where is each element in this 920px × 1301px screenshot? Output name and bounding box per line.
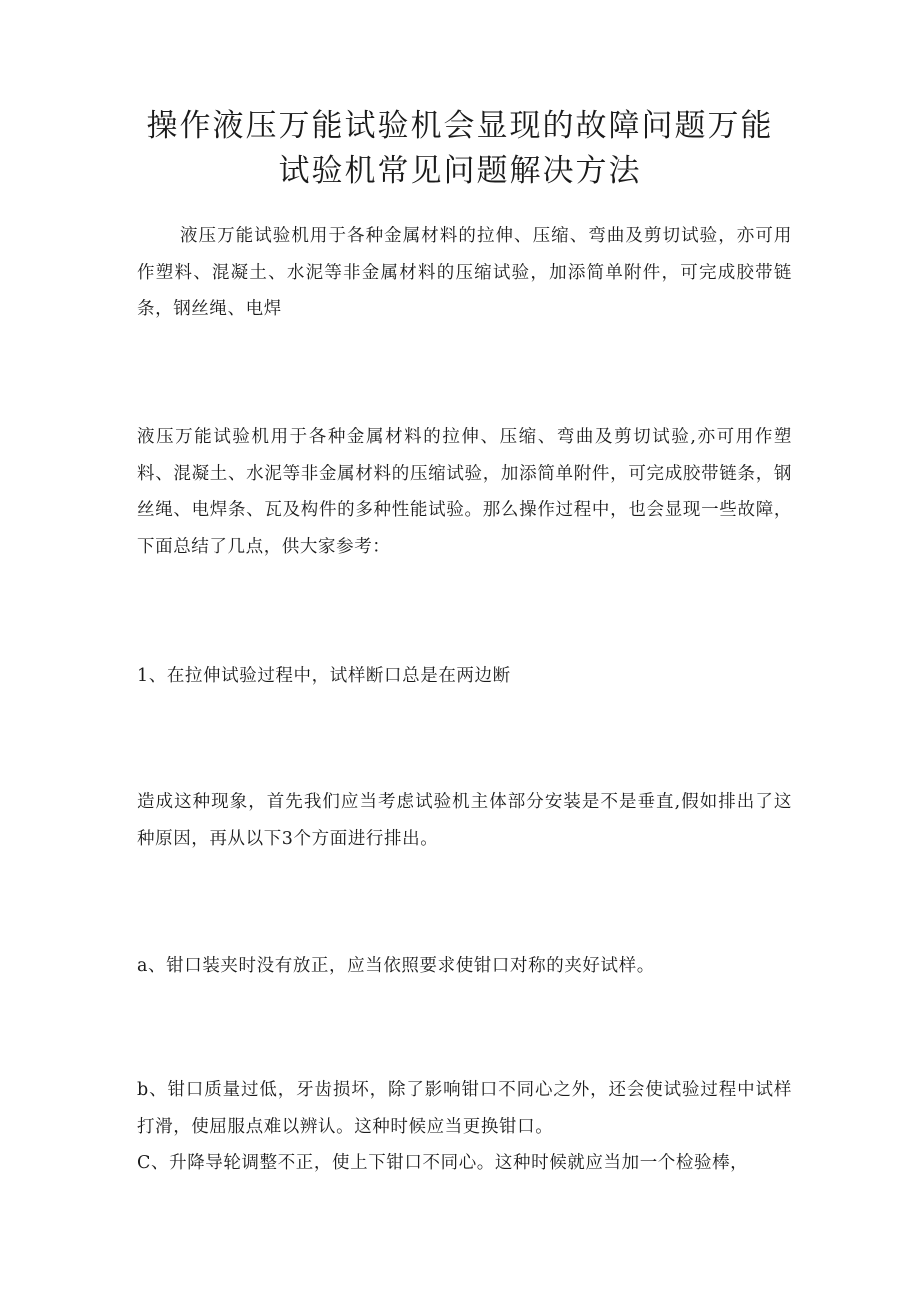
title-line-2: 试验机常见问题解决方法 xyxy=(278,153,642,189)
issue-heading: 1、在拉伸试验过程中，试样断口总是在两边断 xyxy=(137,666,511,686)
cause-item-b: b、钳口质量过低，牙齿损坏，除了影响钳口不同心之外，还会使试验过程中试样打滑，使屈服点难以辨认。这种时候应当更换钳口。 xyxy=(137,1080,792,1137)
cause-item-c: C、升降导轮调整不正，使上下钳口不同心。这种时候就应当加一个检验棒， xyxy=(137,1153,749,1173)
overview-paragraph: 液压万能试验机用于各种金属材料的拉伸、压缩、弯曲及剪切试验,亦可用作塑料、混凝土、水泥等非金属材料的压缩试验，加添简单附件，可完成胶带链条，钢丝绳、电焊条、瓦及构件的多种性能试验。那么操作过程中，也会显现一些故障，下面总结了几点，供大家参考： xyxy=(137,427,792,557)
cause-paragraph: 造成这种现象，首先我们应当考虑试验机主体部分安装是不是垂直,假如排出了这种原因，再从以下3个方面进行排出。 xyxy=(137,792,792,849)
title-line-1: 操作液压万能试验机会显现的故障问题万能 xyxy=(146,108,774,144)
document-title xyxy=(120,104,800,194)
cause-item-a: a、钳口装夹时没有放正，应当依照要求使钳口对称的夹好试样。 xyxy=(137,956,655,976)
intro-paragraph: 液压万能试验机用于各种金属材料的拉伸、压缩、弯曲及剪切试验，亦可用作塑料、混凝土、水泥等非金属材料的压缩试验，加添简单附件，可完成胶带链条，钢丝绳、电焊 xyxy=(137,226,792,319)
